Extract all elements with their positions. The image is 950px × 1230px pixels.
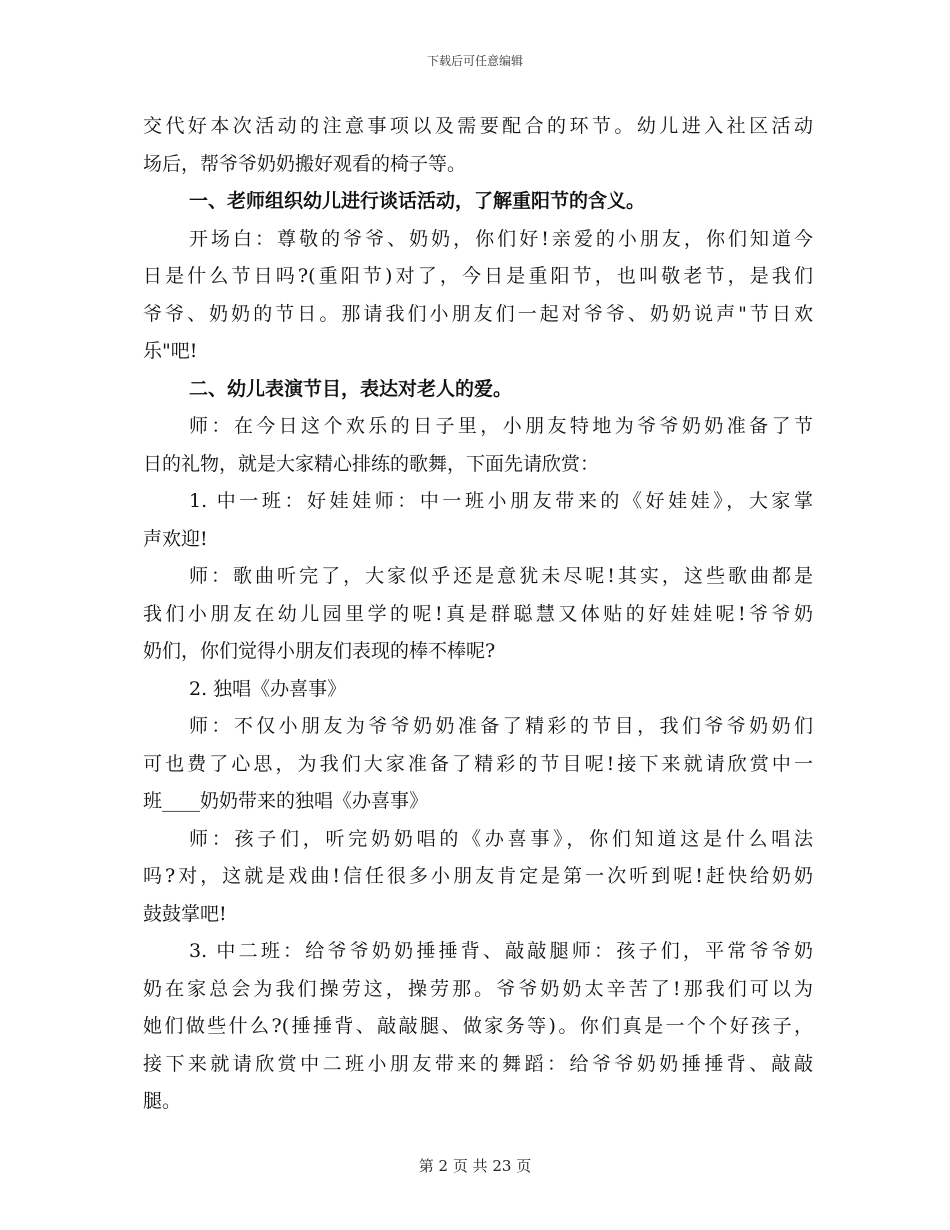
- text-line: 场后，帮爷爷奶奶搬好观看的椅子等。: [143, 152, 467, 175]
- text-line: 班____奶奶带来的独唱《办喜事》: [143, 790, 429, 812]
- text-line: 开场白：尊敬的爷爷、奶奶，你们好!亲爱的小朋友，你们知道今: [189, 227, 813, 250]
- text-line: 1. 中一班：好娃娃师：中一班小朋友带来的《好娃娃》，大家掌: [189, 490, 813, 512]
- text-line: 腿。: [143, 1090, 182, 1112]
- text-line: 可也费了心思，为我们大家准备了精彩的节目呢!接下来就请欣赏中一: [143, 752, 813, 775]
- page-footer-number: 第 2 页 共 23 页: [418, 1157, 532, 1175]
- text-line: 我们小朋友在幼儿园里学的呢!真是群聪慧又体贴的好娃娃呢!爷爷奶: [143, 602, 813, 625]
- text-line: 吗?对，这就是戏曲!信任很多小朋友肯定是第一次听到呢!赶快给奶奶: [143, 865, 813, 887]
- text-line: 奶们，你们觉得小朋友们表现的棒不棒呢?: [143, 640, 496, 662]
- text-line: 鼓鼓掌吧!: [143, 902, 227, 925]
- document-body: [143, 108, 813, 1121]
- text-line: 交代好本次活动的注意事项以及需要配合的环节。幼儿进入社区活动: [143, 115, 813, 137]
- text-line: 师：孩子们，听完奶奶唱的《办喜事》，你们知道这是什么唱法: [189, 827, 813, 850]
- text-line: 奶在家总会为我们操劳这，操劳那。爷爷奶奶太辛苦了!那我们可以为: [143, 977, 813, 1000]
- text-line: 声欢迎!: [143, 527, 208, 550]
- text-line: 接下来就请欣赏中二班小朋友带来的舞蹈：给爷爷奶奶捶捶背、敲敲: [143, 1052, 813, 1075]
- text-line: 3. 中二班：给爷爷奶奶捶捶背、敲敲腿师：孩子们，平常爷爷奶: [189, 940, 813, 962]
- text-line: 爷爷、奶奶的节日。那请我们小朋友们一起对爷爷、奶奶说声"节日欢: [143, 302, 813, 325]
- text-line: 师：歌曲听完了，大家似乎还是意犹未尽呢!其实，这些歌曲都是: [189, 565, 813, 587]
- text-line: 她们做些什么?(捶捶背、敲敲腿、做家务等)。你们真是一个个好孩子，: [143, 1015, 813, 1037]
- section-heading-line: 一、老师组织幼儿进行谈话活动，了解重阳节的含义。: [189, 190, 646, 212]
- page-header-note: 下载后可任意编辑: [426, 54, 523, 68]
- text-line: 日的礼物，就是大家精心排练的歌舞，下面先请欣赏：: [143, 452, 600, 475]
- text-line: 2. 独唱《办喜事》: [189, 677, 347, 700]
- section-heading-line: 二、幼儿表演节目，表达对老人的爱。: [189, 377, 513, 400]
- text-line: 日是什么节日吗?(重阳节)对了，今日是重阳节，也叫敬老节，是我们: [143, 265, 813, 287]
- text-line: 乐"吧!: [143, 340, 198, 362]
- text-line: 师：在今日这个欢乐的日子里，小朋友特地为爷爷奶奶准备了节: [189, 415, 813, 437]
- text-line: 师：不仅小朋友为爷爷奶奶准备了精彩的节目，我们爷爷奶奶们: [189, 715, 813, 737]
